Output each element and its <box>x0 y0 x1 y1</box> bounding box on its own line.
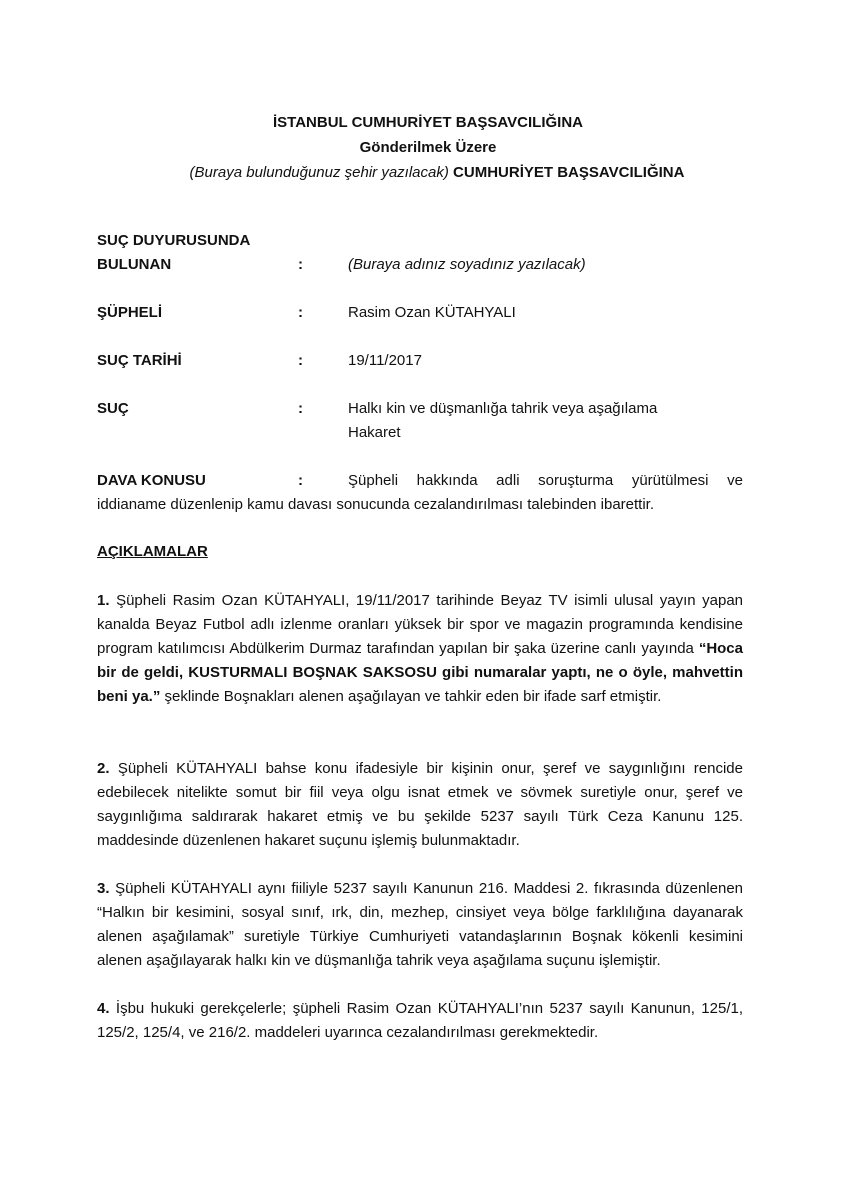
suspect-value: Rasim Ozan KÜTAHYALI <box>348 304 516 321</box>
explanations-title: AÇIKLAMALAR <box>97 543 208 560</box>
paragraph-2-number: 2. <box>97 760 110 777</box>
complainant-colon: : <box>298 256 303 273</box>
paragraph-4-number: 4. <box>97 1000 110 1017</box>
crime-date-value: 19/11/2017 <box>348 352 422 369</box>
complainant-label-1: SUÇ DUYURUSUNDA <box>97 232 251 249</box>
document-header <box>0 110 848 185</box>
field-complainant <box>97 229 757 277</box>
header-addressee: İSTANBUL CUMHURİYET BAŞSAVCILIĞINA <box>272 114 583 131</box>
crime-label: SUÇ <box>97 400 129 417</box>
crime-colon: : <box>298 400 303 417</box>
case-subject-text: Şüpheli hakkında adli soruşturma yürütülmesi ve iddianame düzenlenip kamu davası sonucunda cezalandırılması talebinden ibarettir. <box>97 472 743 513</box>
explanation-paragraph-1 <box>97 589 743 709</box>
complainant-label-2: BULUNAN <box>97 256 172 273</box>
crime-value-2: Hakaret <box>348 424 401 441</box>
paragraph-1-number: 1. <box>97 592 110 609</box>
header-subtitle: Gönderilmek Üzere <box>359 139 497 156</box>
field-suspect <box>97 301 757 325</box>
paragraph-1-text-end: şeklinde Boşnakları alenen aşağılayan ve tahkir eden bir ifade sarf etmiştir. <box>164 688 662 705</box>
suspect-colon: : <box>298 304 303 321</box>
crime-value-1: Halkı kin ve düşmanlığa tahrik veya aşağılama <box>348 400 658 417</box>
paragraph-1-quote: “Hoca bir de geldi, KUSTURMALI BOŞNAK SAKSOSU gibi numaralar yaptı, ne o öyle, mahvettin beni ya.” <box>97 640 743 705</box>
field-crime <box>97 397 757 445</box>
explanation-paragraph-2 <box>97 757 743 853</box>
paragraph-3-text: Şüpheli KÜTAHYALI aynı fiiliyle 5237 sayılı Kanunun 216. Maddesi 2. fıkrasında düzenlenen “Halkın bir kesimini, sosyal sınıf, ırk, din, mezhep, cinsiyet veya bölge farklılığına dayanarak alenen aşağılamak” suretiyle Türkiye Cumhuriyeti vatandaşlarının Boşnak kökenli kesimini alenen aşağılayarak halkı kin ve düşmanlığa tahrik veya aşağılama suçunu işlemiştir. <box>97 880 744 969</box>
case-subject-colon: : <box>298 472 303 489</box>
header-prosecutor: CUMHURİYET BAŞSAVCILIĞINA <box>453 164 685 181</box>
complainant-value: (Buraya adınız soyadınız yazılacak) <box>348 256 586 273</box>
suspect-label: ŞÜPHELİ <box>97 304 163 321</box>
explanation-paragraph-4 <box>97 997 743 1045</box>
header-city-placeholder: (Buraya bulunduğunuz şehir yazılacak) <box>189 164 449 181</box>
field-crime-date <box>97 349 757 373</box>
header-city-line <box>0 160 848 185</box>
explanation-paragraph-3 <box>97 877 743 973</box>
paragraph-1-text: Şüpheli Rasim Ozan KÜTAHYALI, 19/11/2017 tarihinde Beyaz TV isimli ulusal yayın yapan kanalda Beyaz Futbol adlı izlenme oranları yüksek bir spor ve magazin programında kendisine program katılımcısı Abdülkerim Durmaz tarafından yapılan bir şaka üzerine canlı yayında <box>97 592 744 657</box>
crime-date-colon: : <box>298 352 303 369</box>
crime-date-label: SUÇ TARİHİ <box>97 352 182 369</box>
paragraph-3-number: 3. <box>97 880 110 897</box>
paragraph-2-text: Şüpheli KÜTAHYALI bahse konu ifadesiyle bir kişinin onur, şeref ve saygınlığını rencide edebilecek nitelikte somut bir fiil veya olgu isnat etmek ve sövmek suretiyle onur, şeref ve saygınlığıma saldırarak hakaret etmiş ve bu şekilde 5237 sayılı Türk Ceza Kanunu 125. maddesinde düzenlenen hakaret suçunu işlemiş bulunmaktadır. <box>97 760 743 849</box>
paragraph-4-text: İşbu hukuki gerekçelerle; şüpheli Rasim Ozan KÜTAHYALI’nın 5237 sayılı Kanunun, 125/1, 125/2, 125/4, ve 216/2. maddeleri uyarınca cezalandırılması gerekmektedir. <box>97 1000 743 1041</box>
case-subject-label: DAVA KONUSU <box>97 472 206 489</box>
